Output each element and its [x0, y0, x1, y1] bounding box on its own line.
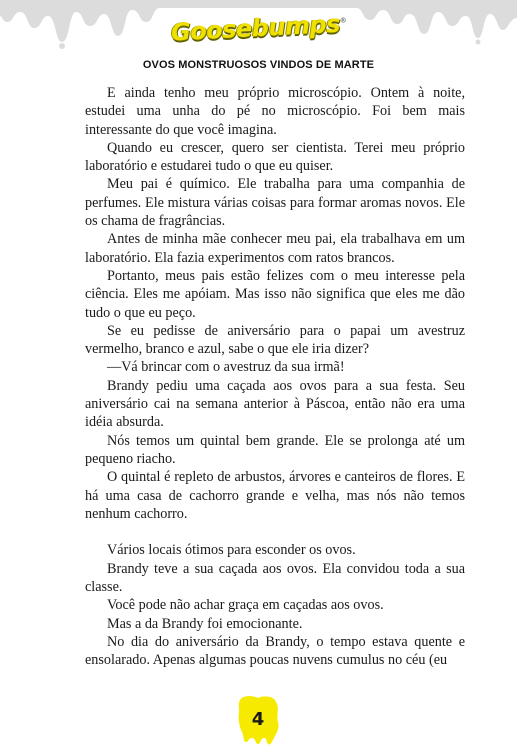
paragraph: Quando eu crescer, quero ser cientista. Terei meu próprio laboratório e estudarei tudo o que eu quiser. [85, 139, 465, 175]
paragraph: Brandy teve a sua caçada aos ovos. Ela convidou toda a sua classe. [85, 560, 465, 596]
paragraph: Antes de minha mãe conhecer meu pai, ela trabalhava em um laboratório. Ela fazia experimentos com ratos brancos. [85, 231, 465, 266]
paragraph: Se eu pedisse de aniversário para o papai um avestruz vermelho, branco e azul, sabe o que ele iria dizer? [85, 322, 465, 358]
paragraph: O quintal é repleto de arbustos, árvores e canteiros de flores. E há uma casa de cachorro grande e velha, mas nós não temos nenhum cachorro. [85, 469, 465, 522]
paragraph: Brandy pediu uma caçada aos ovos para a sua festa. Seu aniversário cai na semana anterior à Páscoa, então não era uma idéia absurda. [85, 377, 465, 431]
page-number-badge [230, 694, 286, 746]
paragraph: —Vá brincar com o avestruz da sua irmã! [107, 359, 345, 376]
paragraph: Vários locais ótimos para esconder os ovos. [107, 542, 356, 559]
book-title: OVOS MONSTRUOSOS VINDOS DE MARTE [142, 59, 375, 71]
paragraph: E ainda tenho meu próprio microscópio. Ontem à noite, estudei uma unha do pé no microscópio. Foi bem mais interessante do que você imagina. [85, 85, 465, 138]
goosebumps-logo: Goosebumps® [170, 9, 347, 47]
paragraph: Você pode não achar graça em caçadas aos ovos. [107, 597, 384, 614]
page-body [85, 84, 465, 670]
book-header [0, 9, 517, 47]
paragraph: Mas a da Brandy foi emocionante. [107, 615, 303, 632]
paragraph: No dia do aniversário da Brandy, o tempo estava quente e ensolarado. Apenas algumas poucas nuvens cumulus no céu (eu [85, 633, 465, 669]
paragraph: Nós temos um quintal bem grande. Ele se prolonga até um pequeno riacho. [85, 432, 465, 467]
page-number: 4 [251, 709, 265, 730]
paragraph: Meu pai é químico. Ele trabalha para uma companhia de perfumes. Ele mistura várias coisas para formar aromas novos. Ele os chama de fragrâncias. [85, 176, 465, 230]
paragraph: Portanto, meus pais estão felizes com o meu interesse pela ciência. Eles me apóiam. Mas isso não significa que eles me dão tudo o que eu peço. [85, 267, 465, 321]
